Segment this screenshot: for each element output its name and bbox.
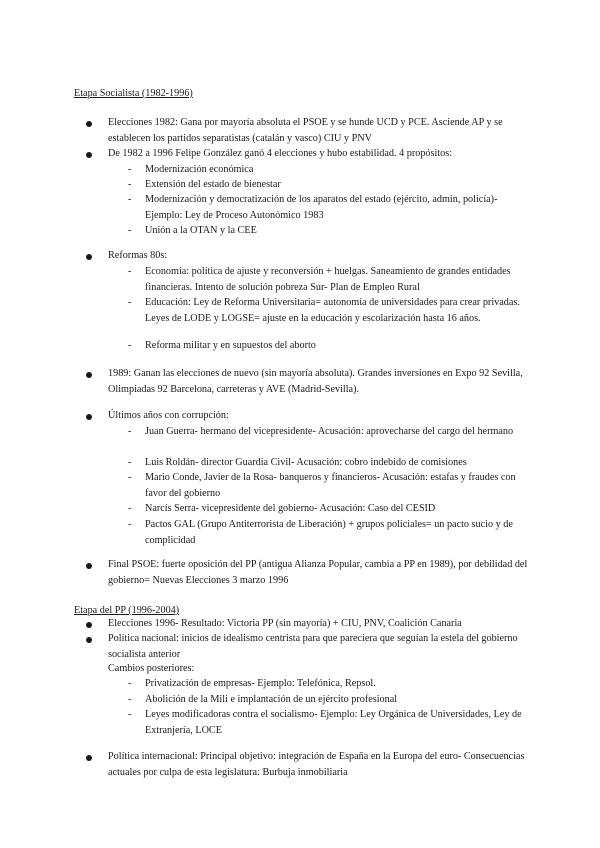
sub-list-item: Narcís Serra- vicepresidente del gobierno- Acusación: Caso del CESID xyxy=(145,503,436,514)
sub-list-item: Pactos GAL (Grupo Antiterrorista de Liberación) + grupos policiales= un pacto sucio y de complicidad xyxy=(145,519,513,546)
bullet-icon xyxy=(86,622,92,628)
sub-list-item: Unión a la OTAN y la CEE xyxy=(145,225,257,236)
list-item: Reformas 80s: xyxy=(108,250,168,261)
sub-list-item: Reforma militar y en supuestos del aborto xyxy=(145,340,316,351)
bullet-icon xyxy=(86,563,92,569)
list-item: Elecciones 1982: Gana por mayoría absoluta el PSOE y se hunde UCD y PCE. Asciende AP y se establecen los partidos separatistas (catalán y vasco) CIU y PNV xyxy=(108,117,503,144)
bullet-icon xyxy=(86,121,92,127)
bullet-icon xyxy=(86,152,92,158)
list-item: Política internacional: Principal objetivo: integración de España en la Europa del euro- Consecuencias actuales por culpa de esta legislatura: Burbuja inmobiliaria xyxy=(108,751,525,778)
dash-marker: - xyxy=(128,694,132,705)
dash-marker: - xyxy=(128,519,132,530)
bullet-icon xyxy=(86,254,92,260)
dash-marker: - xyxy=(128,194,132,205)
sub-list-item: Luis Roldán- director Guardia Civil- Acusación: cobro indebido de comisiones xyxy=(145,457,467,468)
dash-marker: - xyxy=(128,164,132,175)
dash-marker: - xyxy=(128,678,132,689)
sub-list-item: Abolición de la Mili e implantación de un ejército profesional xyxy=(145,694,398,705)
bullet-icon xyxy=(86,637,92,643)
sub-heading: Cambios posteriores: xyxy=(108,663,195,674)
section-heading-socialista: Etapa Socialista (1982-1996) xyxy=(74,88,193,99)
sub-list-item: Juan Guerra- hermano del vicepresidente- Acusación: aprovecharse del cargo del hermano xyxy=(145,426,514,437)
sub-list-item: Mario Conde, Javier de la Rosa- banqueros y financieros- Acusación: estafas y fraudes con favor del gobierno xyxy=(145,472,516,499)
dash-marker: - xyxy=(128,709,132,720)
sub-list-item: Modernización y democratización de los aparatos del estado (ejército, admin, policía)- Ejemplo: Ley de Proceso Autonómico 1983 xyxy=(145,194,498,221)
sub-list-item: Modernización económica xyxy=(145,164,254,175)
list-item: 1989: Ganan las elecciones de nuevo (sin mayoría absoluta). Grandes inversiones en Expo 92 Sevilla, Olimpiadas 92 Barcelona, carreteras y AVE (Madrid-Sevilla). xyxy=(108,368,523,395)
dash-marker: - xyxy=(128,297,132,308)
dash-marker: - xyxy=(128,426,132,437)
dash-marker: - xyxy=(128,225,132,236)
list-item: De 1982 a 1996 Felipe González ganó 4 elecciones y hubo estabilidad. 4 propósitos: xyxy=(108,148,453,159)
list-item: Últimos años con corrupción: xyxy=(108,410,229,421)
dash-marker: - xyxy=(128,179,132,190)
dash-marker: - xyxy=(128,457,132,468)
dash-marker: - xyxy=(128,340,132,351)
section-heading-pp: Etapa del PP (1996-2004) xyxy=(74,605,180,616)
list-item: Elecciones 1996- Resultado: Victoria PP (sin mayoría) + CIU, PNV, Coalición Canaria xyxy=(108,618,462,629)
bullet-icon xyxy=(86,755,92,761)
list-item: Final PSOE: fuerte oposición del PP (antigua Alianza Popular, cambia a PP en 1989), por debilidad del gobierno= Nuevas Elecciones 3 marzo 1996 xyxy=(108,559,528,586)
bullet-icon xyxy=(86,372,92,378)
sub-list-item: Privatización de empresas- Ejemplo: Telefónica, Repsol. xyxy=(145,678,376,689)
dash-marker: - xyxy=(128,472,132,483)
sub-list-item: Educación: Ley de Reforma Universitaria= autonomía de universidades para crear privadas. Leyes de LODE y LOGSE= ajuste en la educación y escolarización hasta 16 años. xyxy=(145,297,520,324)
dash-marker: - xyxy=(128,503,132,514)
sub-list-item: Extensión del estado de bienestar xyxy=(145,179,281,190)
dash-marker: - xyxy=(128,266,132,277)
bullet-icon xyxy=(86,414,92,420)
sub-list-item: Economía: política de ajuste y reconversión + huelgas. Saneamiento de grandes entidades financieras. Intento de solución pobreza Sur- Plan de Empleo Rural xyxy=(145,266,511,293)
list-item: Política nacional: inicios de idealismo centrista para que pareciera que seguían la estela del gobierno socialista anterior xyxy=(108,633,518,660)
sub-list-item: Leyes modificadoras contra el socialismo- Ejemplo: Ley Orgánica de Universidades, Ley de Extranjería, LOCE xyxy=(145,709,522,736)
